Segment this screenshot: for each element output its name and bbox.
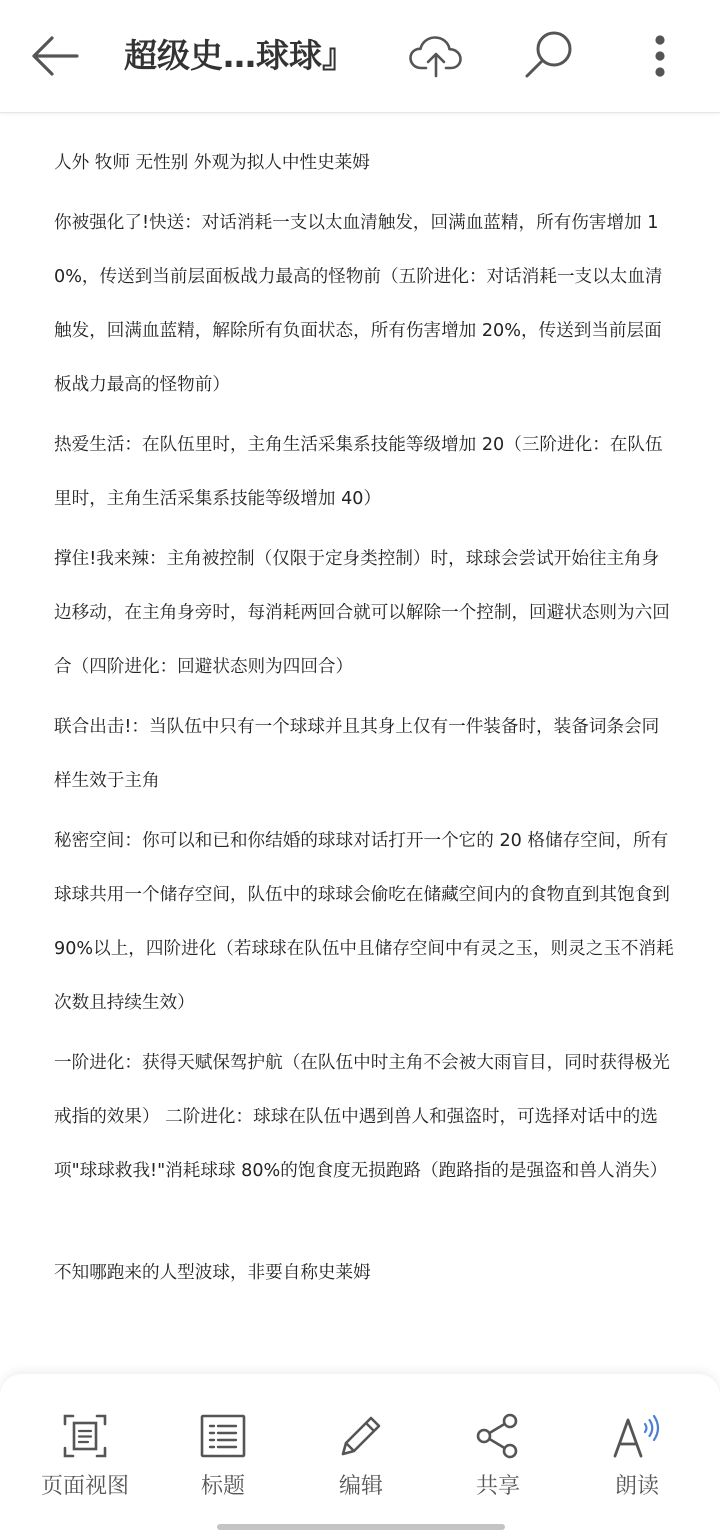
paragraph: 撑住!我来辣：主角被控制（仅限于定身类控制）时，球球会尝试开始往主角身边移动，在主角身旁时，每消耗两回合就可以解除一个控制，回避状态则为六回合（四阶进化：回避状态则为四回合）: [54, 549, 670, 677]
search-button[interactable]: [514, 22, 584, 88]
bottom-toolbar: [0, 1374, 720, 1534]
cloud-upload-button[interactable]: [400, 26, 472, 86]
nav-page-view-label: 页面视图: [40, 1474, 129, 1499]
nav-read-aloud[interactable]: [572, 1410, 702, 1506]
search-icon: [523, 29, 575, 81]
nav-share-label: 共享: [475, 1474, 520, 1499]
nav-edit[interactable]: [296, 1410, 426, 1506]
nav-headings[interactable]: [158, 1410, 288, 1506]
paragraph: 热爱生活：在队伍里时，主角生活采集系技能等级增加 20（三阶进化：在队伍里时，主角生活采集系技能等级增加 40）: [54, 435, 663, 509]
paragraph: 你被强化了!快送：对话消耗一支以太血清触发，回满血蓝精，所有伤害增加 10%，传送到当前层面板战力最高的怪物前（五阶进化：对话消耗一支以太血清触发，回满血蓝精，解除所有负面状态，所有伤害增加 20%，传送到当前层面板战力最高的怪物前）: [54, 213, 663, 395]
paragraph: 人外 牧师 无性别 外观为拟人中性史莱姆: [54, 153, 370, 173]
document-title: 超级史…球球』: [124, 36, 355, 75]
read-aloud-icon: [611, 1410, 663, 1462]
nav-read-aloud-label: 朗读: [614, 1474, 659, 1499]
nav-share[interactable]: [433, 1410, 563, 1506]
more-vertical-icon: [653, 34, 667, 78]
paragraph: 不知哪跑来的人型波球，非要自称史莱姆: [54, 1263, 371, 1283]
home-indicator[interactable]: [217, 1524, 505, 1530]
nav-page-view[interactable]: [20, 1410, 150, 1506]
paragraph: 联合出击!：当队伍中只有一个球球并且其身上仅有一件装备时，装备词条会同样生效于主角: [54, 717, 660, 791]
nav-edit-label: 编辑: [338, 1474, 383, 1499]
paragraph: 一阶进化：获得天赋保驾护航（在队伍中时主角不会被大雨盲目，同时获得极光戒指的效果） 二阶进化：球球在队伍中遇到兽人和强盗时，可选择对话中的选项"球球救我!"消耗球球 80%的饱食度无损跑路（跑路指的是强盗和兽人消失）: [54, 1053, 670, 1181]
top-app-bar: [0, 0, 720, 113]
back-button[interactable]: [20, 26, 90, 86]
outline-list-icon: [197, 1410, 249, 1462]
paragraph: 秘密空间：你可以和已和你结婚的球球对话打开一个它的 20 格储存空间，所有球球共用一个储存空间，队伍中的球球会偷吃在储藏空间内的食物直到其饱食到 90%以上，四阶进化（若球球在队伍中且储存空间中有灵之玉，则灵之玉不消耗次数且持续生效）: [54, 831, 674, 1013]
more-options-button[interactable]: [636, 26, 684, 86]
document-body: [54, 136, 676, 1306]
share-icon: [472, 1410, 524, 1462]
arrow-left-icon: [30, 36, 80, 76]
page-view-icon: [59, 1410, 111, 1462]
pencil-icon: [335, 1410, 387, 1462]
nav-headings-label: 标题: [200, 1474, 245, 1499]
cloud-upload-icon: [408, 34, 464, 78]
